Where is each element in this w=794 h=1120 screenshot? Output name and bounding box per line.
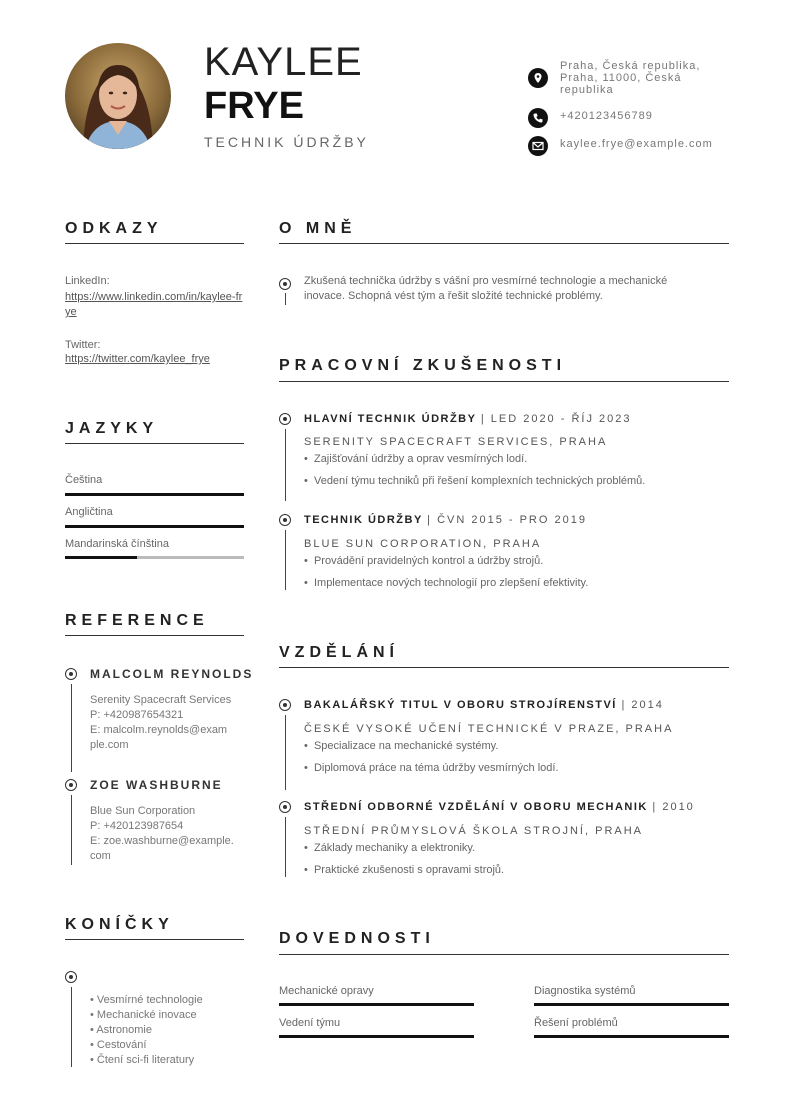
timeline-dot-icon	[279, 278, 291, 290]
skill-label: Řešení problémů	[534, 1017, 618, 1029]
language-name: Angličtina	[65, 506, 113, 518]
timeline-dot-icon	[65, 971, 77, 983]
links-heading: ODKAZY	[65, 220, 163, 237]
about-text: inovace. Schopná vést tým a řešit složité technické problémy.	[304, 290, 603, 302]
references-rule	[65, 635, 244, 636]
phone-icon	[528, 108, 548, 128]
job-company: BLUE SUN CORPORATION, PRAHA	[304, 538, 542, 550]
experience-heading: PRACOVNÍ ZKUŠENOSTI	[279, 357, 567, 374]
experience-rule	[279, 381, 729, 382]
contact-phone[interactable]: +420123456789	[560, 110, 653, 122]
language-name: Mandarinská čínština	[65, 538, 169, 550]
reference-email: E: malcolm.reynolds@exam	[90, 724, 228, 736]
reference-name: ZOE WASHBURNE	[90, 778, 223, 792]
references-heading: REFERENCE	[65, 612, 209, 629]
timeline-line	[71, 987, 72, 1067]
language-level-bar	[65, 556, 244, 559]
skills-heading: DOVEDNOSTI	[279, 930, 435, 947]
languages-rule	[65, 443, 244, 444]
job-bullet: • Zajišťování údržby a oprav vesmírných lodí.	[304, 453, 528, 465]
timeline-dot-icon	[279, 514, 291, 526]
timeline-line	[285, 817, 286, 877]
linkedin-link[interactable]: https://www.linkedin.com/in/kaylee-frye	[65, 291, 243, 318]
education-rule	[279, 667, 729, 668]
timeline-dot-icon	[279, 699, 291, 711]
education-bullet: • Praktické zkušenosti s opravami strojů.	[304, 864, 505, 876]
job-heading: TECHNIK ÚDRŽBY | ČVN 2015 - PRO 2019	[304, 514, 587, 526]
timeline-line	[285, 293, 286, 305]
languages-heading: JAZYKY	[65, 420, 159, 437]
skill-bar	[534, 1035, 729, 1038]
job-company: SERENITY SPACECRAFT SERVICES, PRAHA	[304, 436, 608, 448]
timeline-line	[285, 429, 286, 501]
skill-label: Mechanické opravy	[279, 985, 374, 997]
language-name: Čeština	[65, 474, 103, 486]
timeline-dot-icon	[65, 779, 77, 791]
contact-email[interactable]: kaylee.frye@example.com	[560, 138, 713, 150]
reference-email-cont: com	[90, 850, 111, 862]
links-rule	[65, 243, 244, 244]
hobbies-rule	[65, 939, 244, 940]
skills-rule	[279, 954, 729, 955]
reference-name: MALCOLM REYNOLDS	[90, 667, 254, 681]
skill-bar	[279, 1035, 474, 1038]
education-heading: VZDĚLÁNÍ	[279, 644, 399, 661]
reference-email: E: zoe.washburne@example.	[90, 835, 234, 847]
reference-company: Serenity Spacecraft Services	[90, 694, 232, 706]
contact-address: Praha, Česká republika, Praha, 11000, Česká republika	[560, 60, 701, 96]
hobby-item: • Mechanické inovace	[90, 1009, 197, 1021]
reference-email-cont: ple.com	[90, 739, 129, 751]
education-bullet: • Specializace na mechanické systémy.	[304, 740, 499, 752]
hobby-item: • Vesmírné technologie	[90, 994, 203, 1006]
last-name: FRYE	[204, 85, 304, 127]
language-level-bar	[65, 493, 244, 496]
reference-phone: P: +420123987654	[90, 820, 184, 832]
reference-company: Blue Sun Corporation	[90, 805, 196, 817]
about-rule	[279, 243, 729, 244]
hobby-item: • Čtení sci-fi literatury	[90, 1054, 195, 1066]
reference-phone: P: +420987654321	[90, 709, 184, 721]
timeline-line	[71, 684, 72, 772]
timeline-dot-icon	[279, 801, 291, 813]
linkedin-label: LinkedIn:	[65, 275, 110, 287]
hobby-item: • Cestování	[90, 1039, 147, 1051]
job-bullet: • Vedení týmu techniků při řešení komplexních technických problémů.	[304, 475, 646, 487]
timeline-line	[71, 795, 72, 865]
twitter-label: Twitter:	[65, 339, 101, 351]
skill-bar	[279, 1003, 474, 1006]
timeline-line	[285, 715, 286, 790]
hobbies-heading: KONÍČKY	[65, 916, 174, 933]
timeline-dot-icon	[65, 668, 77, 680]
skill-bar	[534, 1003, 729, 1006]
education-heading-item: STŘEDNÍ ODBORNÉ VZDĚLÁNÍ V OBORU MECHANIK | 2010	[304, 801, 695, 813]
job-bullet: • Implementace nových technologií pro zlepšení efektivity.	[304, 577, 589, 589]
about-heading: O MNĚ	[279, 220, 357, 237]
about-text: Zkušená technička údržby s vášní pro vesmírné technologie a mechanické	[304, 275, 668, 287]
timeline-line	[285, 530, 286, 590]
education-bullet: • Základy mechaniky a elektroniky.	[304, 842, 476, 854]
education-heading-item: BAKALÁŘSKÝ TITUL V OBORU STROJÍRENSTVÍ | 2014	[304, 699, 664, 711]
twitter-link[interactable]: https://twitter.com/kaylee_frye	[65, 353, 210, 365]
job-heading: HLAVNÍ TECHNIK ÚDRŽBY | LED 2020 - ŘÍJ 2023	[304, 413, 632, 425]
timeline-dot-icon	[279, 413, 291, 425]
skill-label: Diagnostika systémů	[534, 985, 636, 997]
skill-label: Vedení týmu	[279, 1017, 341, 1029]
profile-photo	[65, 43, 171, 149]
envelope-icon	[528, 136, 548, 156]
education-bullet: • Diplomová práce na téma údržby vesmírných lodí.	[304, 762, 559, 774]
job-bullet: • Provádění pravidelných kontrol a údržby strojů.	[304, 555, 544, 567]
education-school: ČESKÉ VYSOKÉ UČENÍ TECHNICKÉ V PRAZE, PRAHA	[304, 723, 674, 735]
location-pin-icon	[528, 68, 548, 88]
hobby-item: • Astronomie	[90, 1024, 152, 1036]
first-name: KAYLEE	[204, 40, 363, 84]
education-school: STŘEDNÍ PRŮMYSLOVÁ ŠKOLA STROJNÍ, PRAHA	[304, 825, 644, 837]
language-level-fill	[65, 556, 137, 559]
job-title: TECHNIK ÚDRŽBY	[204, 134, 369, 150]
language-level-bar	[65, 525, 244, 528]
